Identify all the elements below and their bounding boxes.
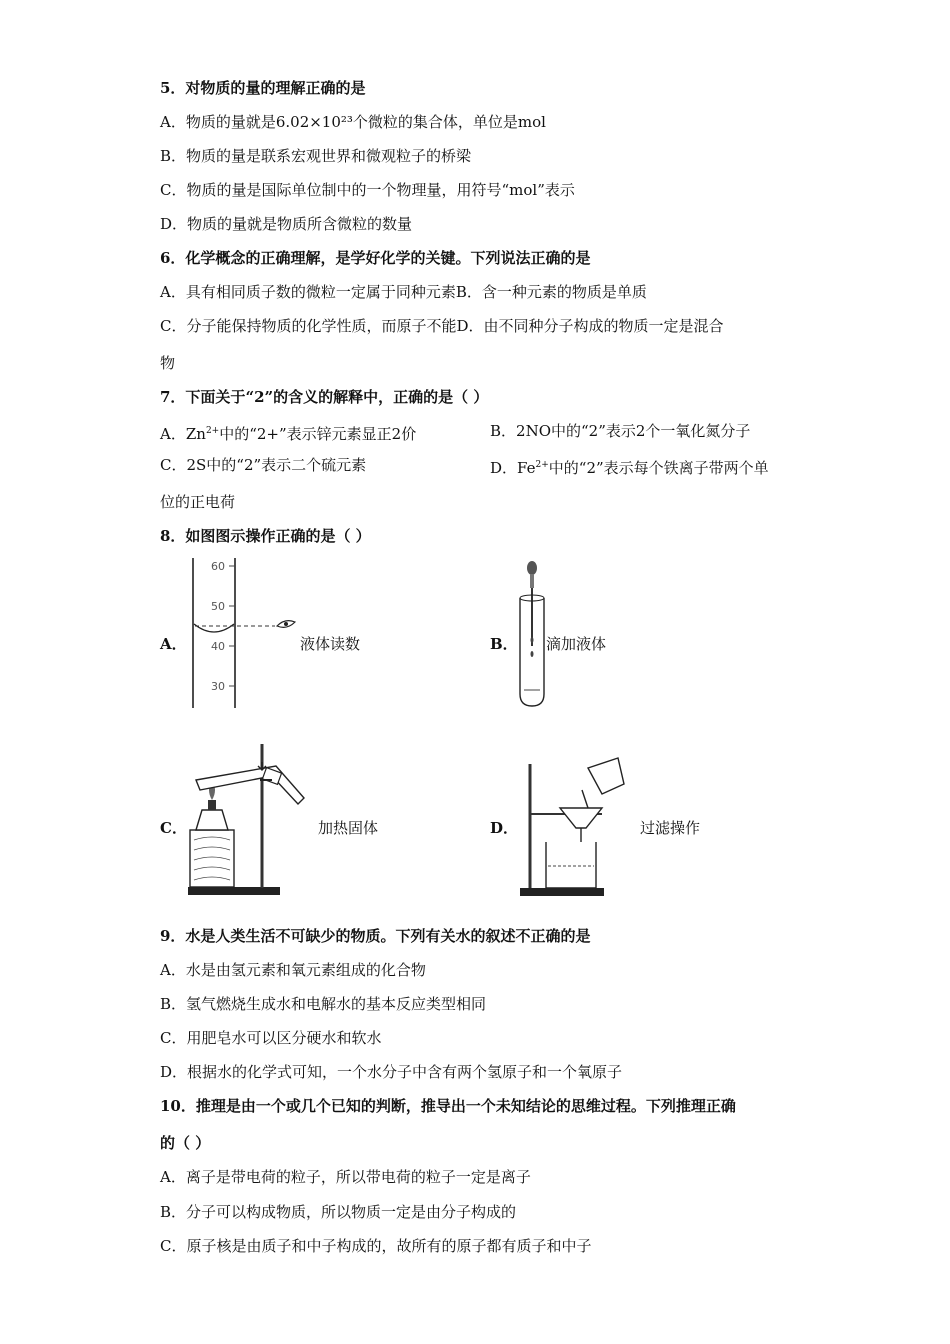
alcohol-lamp-icon [196, 810, 228, 830]
q10-stem-continued: 的（ ） [160, 1134, 211, 1152]
eye-icon [277, 621, 295, 628]
q7-d-label: D． [490, 459, 518, 477]
stand-base [520, 888, 604, 896]
q8-d-label: D． [490, 819, 519, 837]
funnel-icon [560, 808, 602, 828]
q9-stem: 9．水是人类生活不可缺少的物质。下列有关水的叙述不正确的是 [160, 927, 591, 945]
q8-c-caption: 加热固体 [318, 819, 379, 837]
q10-option-c: C．原子核是由质子和中子构成的，故所有的原子都有质子和中子 [160, 1237, 592, 1255]
q7-option-d-continued: 位的正电荷 [160, 493, 236, 511]
filtration-figure [516, 754, 626, 900]
q7-option-c: C．2S中的“2”表示二个硫元素 [160, 456, 367, 474]
q7-option-b: B．2NO中的“2”表示2个一氧化氮分子 [490, 422, 751, 440]
q6-options-cd-continued: 物 [160, 354, 176, 372]
q10-option-a: A．离子是带电荷的粒子，所以带电荷的粒子一定是离子 [160, 1168, 531, 1186]
q10-option-b: B．分子可以构成物质，所以物质一定是由分子构成的 [160, 1203, 517, 1221]
q10-stem: 10．推理是由一个或几个已知的判断，推导出一个未知结论的思维过程。下列推理正确 [160, 1097, 736, 1115]
beaker-icon [546, 842, 596, 888]
q7-a-ion: $Zn^{2+}$ [185, 425, 220, 443]
dropper-icon [527, 561, 537, 646]
wooden-block [190, 830, 234, 887]
pouring-beaker-icon [588, 758, 624, 794]
q7-d-ion: $Fe^{2+}$ [517, 459, 549, 477]
q7-option-a: A．$Zn^{2+}$中的“2+”表示锌元素显正2价 [160, 425, 417, 443]
tick-40: 40 [211, 640, 225, 653]
tick-60: 60 [211, 560, 225, 573]
q6-options-cd: C．分子能保持物质的化学性质，而原子不能D．由不同种分子构成的物质一定是混合 [160, 317, 724, 335]
q9-option-c: C．用肥皂水可以区分硬水和软水 [160, 1029, 382, 1047]
q8-a-label: A． [160, 635, 187, 653]
glass-rod [582, 790, 588, 808]
q6-options-ab: A．具有相同质子数的微粒一定属于同种元素B．含一种元素的物质是单质 [160, 283, 647, 301]
q5-option-a: A．物质的量就是6.02×10²³个微粒的集合体，单位是mol [160, 113, 546, 131]
tick-30: 30 [211, 680, 225, 693]
q7-option-d: D．$Fe^{2+}$中的“2”表示每个铁离子带两个单 [490, 459, 769, 477]
q8-stem: 8．如图图示操作正确的是（ ） [160, 527, 371, 545]
q9-option-a: A．水是由氢元素和氧元素组成的化合物 [160, 961, 426, 979]
meniscus [194, 624, 234, 632]
q5-option-c: C．物质的量是国际单位制中的一个物理量，用符号“mol”表示 [160, 181, 575, 199]
heating-solid-figure [184, 740, 314, 900]
tick-50: 50 [211, 600, 225, 613]
cylinder-reading-figure [185, 558, 305, 710]
q8-a-caption: 液体读数 [300, 635, 361, 653]
q9-option-d: D．根据水的化学式可知，一个水分子中含有两个氢原子和一个氧原子 [160, 1063, 623, 1081]
q5-stem: 5．对物质的量的理解正确的是 [160, 79, 366, 97]
q6-stem: 6．化学概念的正确理解，是学好化学的关键。下列说法正确的是 [160, 249, 591, 267]
q8-b-label: B． [490, 635, 518, 653]
q5-option-b: B．物质的量是联系宏观世界和微观粒子的桥梁 [160, 147, 472, 165]
q7-stem: 7．下面关于“2”的含义的解释中，正确的是（ ） [160, 388, 489, 406]
q8-d-caption: 过滤操作 [640, 819, 701, 837]
q5-option-d: D．物质的量就是物质所含微粒的数量 [160, 215, 413, 233]
q7-a-label: A． [160, 425, 186, 443]
stand-base [188, 887, 280, 895]
q8-c-label: C． [160, 819, 187, 837]
q8-b-caption: 滴加液体 [546, 635, 607, 653]
q9-option-b: B．氢气燃烧生成水和电解水的基本反应类型相同 [160, 995, 487, 1013]
